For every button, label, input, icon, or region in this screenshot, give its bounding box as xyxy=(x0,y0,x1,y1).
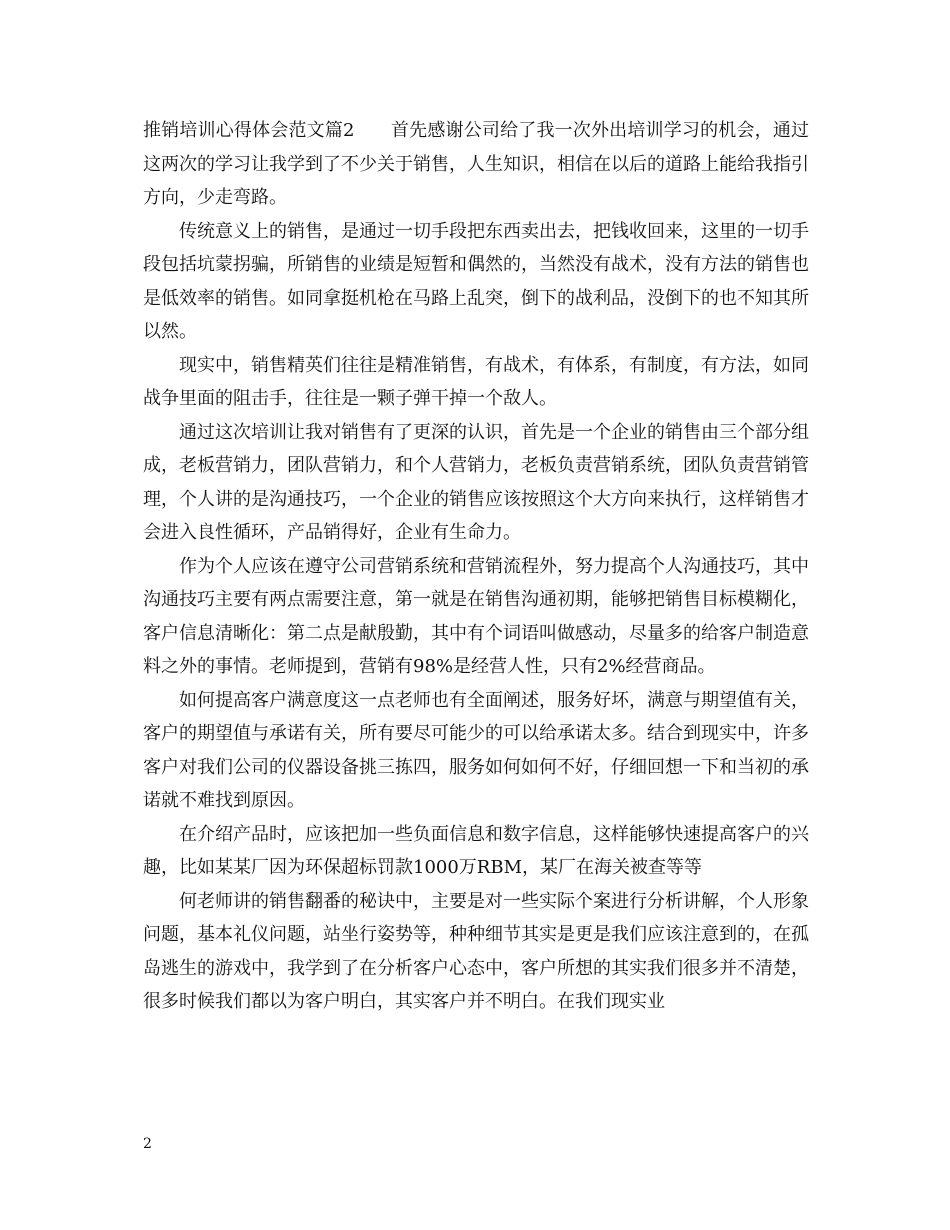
paragraph-1: 推销培训心得体会范文篇2 首先感谢公司给了我一次外出培训学习的机会，通过这两次的学习让我学到了不少关于销售，人生知识，相信在以后的道路上能给我指引方向，少走弯路。 xyxy=(143,120,809,208)
paragraph-7: 在介绍产品时，应该把加一些负面信息和数字信息，这样能够快速提高客户的兴趣，比如某某厂因为环保超标罚款1000万RBM，某厂在海关被查等等 xyxy=(143,823,809,878)
paragraph-8: 何老师讲的销售翻番的秘诀中，主要是对一些实际个案进行分析讲解，个人形象问题，基本礼仪问题，站坐行姿势等，种种细节其实是更是我们应该注意到的，在孤岛逃生的游戏中，我学到了在分析客户心态中，客户所想的其实我们很多并不清楚，很多时候我们都以为客户明白，其实客户并不明白。在我们现实业 xyxy=(143,890,809,1012)
paragraph-5: 作为个人应该在遵守公司营销系统和营销流程外，努力提高个人沟通技巧，其中沟通技巧主要有两点需要注意，第一就是在销售沟通初期，能够把销售目标模糊化，客户信息清晰化：第二点是献殷勤，其中有个词语叫做感动，尽量多的给客户制造意料之外的事情。老师提到，营销有98%是经营人性，只有2%经营商品。 xyxy=(143,555,809,677)
page-number: 2 xyxy=(143,1136,152,1152)
paragraph-2: 传统意义上的销售，是通过一切手段把东西卖出去，把钱收回来，这里的一切手段包括坑蒙拐骗，所销售的业绩是短暂和偶然的，当然没有战术，没有方法的销售也是低效率的销售。如同拿挺机枪在马路上乱突，倒下的战利品，没倒下的也不知其所以然。 xyxy=(143,220,809,342)
paragraph-6: 如何提高客户满意度这一点老师也有全面阐述，服务好坏，满意与期望值有关，客户的期望值与承诺有关，所有要尽可能少的可以给承诺太多。结合到现实中，许多客户对我们公司的仪器设备挑三拣四，服务如何如何不好，仔细回想一下和当初的承诺就不难找到原因。 xyxy=(143,689,809,811)
paragraph-3: 现实中，销售精英们往往是精准销售，有战术，有体系，有制度，有方法，如同战争里面的阻击手，往往是一颗子弹干掉一个敌人。 xyxy=(143,354,809,409)
document-body xyxy=(143,114,809,1019)
paragraph-4: 通过这次培训让我对销售有了更深的认识，首先是一个企业的销售由三个部分组成，老板营销力，团队营销力，和个人营销力，老板负责营销系统，团队负责营销管理，个人讲的是沟通技巧，一个企业的销售应该按照这个大方向来执行，这样销售才会进入良性循环，产品销得好，企业有生命力。 xyxy=(143,421,809,543)
